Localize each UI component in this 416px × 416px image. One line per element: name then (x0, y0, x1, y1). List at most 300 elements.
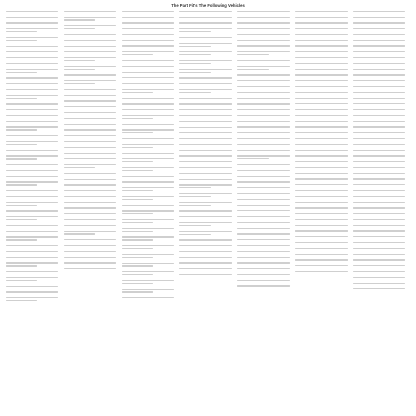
vehicle-fitment-item (295, 224, 352, 227)
vehicle-fitment-item (353, 264, 410, 267)
vehicle-fitment-item (179, 143, 236, 146)
vehicle-fitment-item (179, 262, 236, 265)
vehicle-fitment-item (6, 103, 63, 106)
vehicle-fitment-item (353, 103, 410, 106)
vehicle-fitment-item (295, 183, 352, 186)
vehicle-fitment-item (295, 172, 352, 175)
vehicle-fitment-item (64, 163, 121, 169)
vehicle-fitment-item (122, 39, 179, 42)
vehicle-fitment-item (353, 33, 410, 36)
vehicle-fitment-item (295, 103, 352, 106)
vehicle-fitment-item (122, 253, 179, 259)
vehicle-fitment-item (122, 71, 179, 74)
vehicle-fitment-item (6, 82, 63, 85)
vehicle-fitment-item (122, 22, 179, 25)
vehicle-fitment-item (122, 50, 179, 56)
vehicle-fitment-item (295, 131, 352, 134)
fitment-columns (6, 10, 410, 305)
vehicle-fitment-item (353, 50, 410, 53)
vehicle-fitment-item (237, 155, 294, 161)
vehicle-fitment-item (179, 267, 236, 270)
vehicle-fitment-item (6, 149, 63, 152)
vehicle-fitment-item (122, 175, 179, 178)
vehicle-fitment-item (353, 149, 410, 152)
vehicle-fitment-item (179, 36, 236, 39)
vehicle-fitment-item (295, 230, 352, 233)
vehicle-fitment-item (64, 267, 121, 270)
vehicle-fitment-item (295, 201, 352, 204)
vehicle-fitment-item (179, 120, 236, 123)
vehicle-fitment-item (64, 39, 121, 42)
vehicle-fitment-item (122, 16, 179, 19)
vehicle-fitment-item (179, 273, 236, 276)
vehicle-fitment-item (64, 250, 121, 253)
vehicle-fitment-item (353, 160, 410, 163)
vehicle-fitment-item (295, 166, 352, 169)
vehicle-fitment-item (237, 137, 294, 140)
vehicle-fitment-item (295, 189, 352, 192)
vehicle-fitment-item (237, 256, 294, 259)
vehicle-fitment-item (122, 59, 179, 62)
vehicle-fitment-item (237, 59, 294, 62)
vehicle-fitment-item (122, 143, 179, 149)
vehicle-fitment-item (64, 238, 121, 241)
vehicle-fitment-item (353, 22, 410, 25)
vehicle-fitment-item (64, 158, 121, 161)
vehicle-fitment-item (295, 108, 352, 111)
vehicle-fitment-item (295, 114, 352, 117)
vehicle-fitment-item (237, 227, 294, 230)
vehicle-fitment-item (122, 82, 179, 85)
vehicle-fitment-item (6, 56, 63, 59)
vehicle-fitment-item (179, 201, 236, 207)
vehicle-fitment-item (122, 186, 179, 192)
vehicle-fitment-item (6, 230, 63, 233)
vehicle-fitment-item (64, 88, 121, 91)
vehicle-fitment-item (353, 155, 410, 158)
vehicle-fitment-item (64, 65, 121, 71)
vehicle-fitment-item (353, 126, 410, 129)
vehicle-fitment-item (179, 16, 236, 19)
vehicle-fitment-item (122, 195, 179, 201)
vehicle-fitment-item (237, 143, 294, 146)
vehicle-fitment-item (64, 45, 121, 48)
fitment-column-2 (64, 10, 121, 273)
vehicle-fitment-item (295, 218, 352, 221)
vehicle-fitment-item (179, 215, 236, 218)
vehicle-fitment-item (295, 149, 352, 152)
vehicle-fitment-item (6, 236, 63, 242)
vehicle-fitment-item (237, 114, 294, 117)
vehicle-fitment-item (295, 79, 352, 82)
vehicle-fitment-item (295, 259, 352, 262)
vehicle-fitment-item (179, 149, 236, 152)
vehicle-fitment-item (179, 97, 236, 100)
vehicle-fitment-item (295, 91, 352, 94)
vehicle-fitment-item (6, 244, 63, 247)
fitment-column-3 (122, 10, 179, 302)
vehicle-fitment-item (295, 207, 352, 210)
vehicle-fitment-item (179, 184, 236, 190)
vehicle-fitment-item (64, 51, 121, 54)
vehicle-fitment-item (353, 201, 410, 204)
vehicle-fitment-item (353, 241, 410, 244)
vehicle-fitment-item (122, 10, 179, 13)
vehicle-fitment-item (179, 126, 236, 129)
vehicle-fitment-item (237, 279, 294, 282)
vehicle-fitment-item (64, 134, 121, 137)
vehicle-fitment-item (122, 262, 179, 268)
vehicle-fitment-item (237, 10, 294, 13)
vehicle-fitment-item (179, 239, 236, 242)
vehicle-fitment-item (353, 235, 410, 238)
fitment-column-4 (179, 10, 236, 279)
vehicle-fitment-item (353, 178, 410, 181)
vehicle-fitment-item (64, 79, 121, 85)
vehicle-fitment-item (353, 120, 410, 123)
vehicle-fitment-item (295, 178, 352, 181)
vehicle-fitment-item (64, 74, 121, 77)
vehicle-fitment-item (295, 97, 352, 100)
vehicle-fitment-item (237, 22, 294, 25)
vehicle-fitment-item (353, 10, 410, 13)
vehicle-fitment-item (237, 16, 294, 19)
vehicle-fitment-item (122, 166, 179, 172)
vehicle-fitment-item (64, 172, 121, 175)
vehicle-fitment-item (237, 131, 294, 134)
vehicle-fitment-item (6, 181, 63, 187)
vehicle-fitment-item (237, 27, 294, 30)
vehicle-fitment-item (6, 108, 63, 111)
vehicle-fitment-item (64, 146, 121, 149)
vehicle-fitment-item (237, 126, 294, 129)
vehicle-fitment-item (295, 264, 352, 267)
vehicle-fitment-item (64, 10, 121, 13)
vehicle-fitment-item (237, 85, 294, 88)
vehicle-fitment-item (353, 259, 410, 262)
vehicle-fitment-item (64, 256, 121, 259)
vehicle-fitment-item (295, 10, 352, 13)
vehicle-fitment-item (64, 123, 121, 126)
vehicle-fitment-item (295, 160, 352, 163)
vehicle-fitment-item (353, 282, 410, 285)
vehicle-fitment-item (179, 59, 236, 65)
vehicle-fitment-item (353, 183, 410, 186)
vehicle-fitment-item (64, 56, 121, 62)
vehicle-fitment-item (295, 247, 352, 250)
vehicle-fitment-item (353, 27, 410, 30)
vehicle-fitment-item (237, 103, 294, 106)
vehicle-fitment-item (179, 88, 236, 94)
vehicle-fitment-item (295, 212, 352, 215)
vehicle-fitment-item (295, 27, 352, 30)
vehicle-fitment-item (295, 50, 352, 53)
vehicle-fitment-item (353, 189, 410, 192)
vehicle-fitment-item (6, 77, 63, 80)
vehicle-fitment-item (64, 117, 121, 120)
vehicle-fitment-item (6, 62, 63, 65)
vehicle-fitment-item (64, 105, 121, 108)
vehicle-fitment-item (179, 166, 236, 169)
vehicle-fitment-item (6, 285, 63, 288)
fitment-column-6 (295, 10, 352, 276)
vehicle-fitment-item (237, 39, 294, 42)
vehicle-fitment-item (179, 132, 236, 135)
vehicle-fitment-item (6, 155, 63, 161)
vehicle-fitment-item (237, 74, 294, 77)
vehicle-fitment-item (295, 137, 352, 140)
vehicle-fitment-item (237, 97, 294, 100)
vehicle-fitment-item (295, 68, 352, 71)
vehicle-fitment-item (237, 79, 294, 82)
vehicle-fitment-item (64, 140, 121, 143)
vehicle-fitment-item (122, 45, 179, 48)
vehicle-fitment-item (353, 247, 410, 250)
vehicle-fitment-item (122, 103, 179, 106)
vehicle-fitment-item (179, 114, 236, 117)
vehicle-fitment-item (237, 186, 294, 189)
vehicle-fitment-item (122, 97, 179, 100)
vehicle-fitment-item (122, 152, 179, 155)
vehicle-fitment-item (353, 195, 410, 198)
vehicle-fitment-item (6, 201, 63, 207)
vehicle-fitment-item (6, 45, 63, 48)
vehicle-fitment-item (295, 126, 352, 129)
vehicle-fitment-item (179, 210, 236, 213)
vehicle-fitment-item (179, 250, 236, 253)
vehicle-fitment-item (353, 270, 410, 273)
fitment-column-5 (237, 10, 294, 290)
vehicle-fitment-item (237, 262, 294, 265)
vehicle-fitment-item (64, 212, 121, 215)
vehicle-fitment-item (237, 198, 294, 201)
vehicle-fitment-item (179, 77, 236, 80)
vehicle-fitment-item (237, 244, 294, 247)
vehicle-fitment-item (237, 204, 294, 207)
vehicle-fitment-item (122, 33, 179, 36)
vehicle-fitment-item (353, 114, 410, 117)
vehicle-fitment-item (237, 273, 294, 276)
vehicle-fitment-item (6, 175, 63, 178)
vehicle-fitment-item (179, 160, 236, 163)
vehicle-fitment-item (6, 94, 63, 100)
vehicle-fitment-item (6, 296, 63, 302)
vehicle-fitment-item (237, 285, 294, 288)
vehicle-fitment-item (122, 236, 179, 242)
vehicle-fitment-item (237, 33, 294, 36)
vehicle-fitment-item (64, 16, 121, 22)
vehicle-fitment-item (122, 77, 179, 80)
vehicle-fitment-item (179, 256, 236, 259)
vehicle-fitment-item (237, 65, 294, 71)
fitment-column-1 (6, 10, 63, 305)
vehicle-fitment-item (6, 16, 63, 19)
vehicle-fitment-item (295, 16, 352, 19)
vehicle-fitment-item (122, 27, 179, 30)
vehicle-fitment-item (6, 270, 63, 273)
vehicle-fitment-item (179, 178, 236, 181)
vehicle-fitment-item (237, 169, 294, 172)
vehicle-fitment-item (6, 27, 63, 33)
vehicle-fitment-item (295, 62, 352, 65)
vehicle-fitment-item (237, 91, 294, 94)
vehicle-fitment-item (64, 24, 121, 30)
vehicle-fitment-item (295, 155, 352, 158)
vehicle-fitment-item (122, 158, 179, 164)
vehicle-fitment-item (122, 123, 179, 126)
vehicle-fitment-item (353, 97, 410, 100)
vehicle-fitment-item (6, 189, 63, 192)
vehicle-fitment-item (179, 42, 236, 48)
vehicle-fitment-item (6, 126, 63, 132)
vehicle-fitment-item (179, 27, 236, 33)
vehicle-fitment-item (64, 152, 121, 155)
vehicle-fitment-item (6, 291, 63, 294)
vehicle-fitment-item (122, 270, 179, 276)
vehicle-fitment-item (122, 108, 179, 111)
vehicle-fitment-item (6, 250, 63, 253)
vehicle-fitment-item (353, 218, 410, 221)
vehicle-fitment-item (353, 288, 410, 291)
vehicle-fitment-item (64, 111, 121, 114)
vehicle-fitment-item (353, 68, 410, 71)
vehicle-fitment-item (6, 88, 63, 91)
vehicle-fitment-item (6, 51, 63, 54)
vehicle-fitment-item (237, 50, 294, 56)
vehicle-fitment-item (122, 181, 179, 184)
vehicle-fitment-item (122, 218, 179, 224)
vehicle-fitment-item (64, 33, 121, 36)
vehicle-fitment-item (353, 56, 410, 59)
vehicle-fitment-item (295, 45, 352, 48)
vehicle-fitment-item (6, 195, 63, 198)
vehicle-fitment-item (237, 250, 294, 253)
vehicle-fitment-item (64, 189, 121, 192)
vehicle-fitment-item (237, 267, 294, 270)
vehicle-fitment-item (6, 68, 63, 74)
vehicle-fitment-item (295, 195, 352, 198)
vehicle-fitment-item (353, 230, 410, 233)
vehicle-fitment-item (64, 195, 121, 198)
vehicle-fitment-item (64, 262, 121, 265)
vehicle-fitment-item (237, 120, 294, 123)
vehicle-fitment-item (6, 120, 63, 123)
vehicle-fitment-item (295, 120, 352, 123)
vehicle-fitment-item (64, 94, 121, 97)
vehicle-fitment-item (353, 16, 410, 19)
vehicle-fitment-item (64, 100, 121, 103)
vehicle-fitment-item (353, 62, 410, 65)
vehicle-fitment-item (122, 114, 179, 120)
vehicle-fitment-item (237, 45, 294, 48)
vehicle-fitment-item (122, 244, 179, 250)
vehicle-fitment-item (6, 163, 63, 166)
vehicle-fitment-item (353, 253, 410, 256)
vehicle-fitment-item (237, 238, 294, 241)
vehicle-fitment-item (353, 143, 410, 146)
vehicle-fitment-item (237, 221, 294, 224)
vehicle-fitment-item (179, 10, 236, 13)
vehicle-fitment-item (64, 184, 121, 187)
vehicle-fitment-item (295, 39, 352, 42)
vehicle-fitment-item (237, 210, 294, 213)
vehicle-fitment-item (6, 210, 63, 213)
vehicle-fitment-item (179, 221, 236, 227)
vehicle-fitment-item (353, 85, 410, 88)
vehicle-fitment-item (353, 108, 410, 111)
vehicle-fitment-item (237, 192, 294, 195)
vehicle-fitment-item (179, 137, 236, 140)
vehicle-fitment-item (353, 276, 410, 279)
vehicle-fitment-item (6, 276, 63, 282)
vehicle-fitment-item (6, 215, 63, 221)
vehicle-fitment-item (237, 215, 294, 218)
vehicle-fitment-item (353, 39, 410, 42)
vehicle-fitment-item (179, 192, 236, 198)
vehicle-fitment-item (295, 241, 352, 244)
vehicle-fitment-item (295, 74, 352, 77)
vehicle-fitment-item (122, 288, 179, 294)
vehicle-fitment-item (295, 33, 352, 36)
vehicle-fitment-item (179, 108, 236, 111)
vehicle-fitment-item (6, 140, 63, 146)
vehicle-fitment-item (353, 207, 410, 210)
vehicle-fitment-item (353, 224, 410, 227)
vehicle-fitment-item (122, 210, 179, 216)
vehicle-fitment-item (64, 218, 121, 221)
vehicle-fitment-item (122, 88, 179, 94)
vehicle-fitment-item (64, 129, 121, 132)
vehicle-fitment-item (353, 74, 410, 77)
vehicle-fitment-item (237, 175, 294, 178)
vehicle-fitment-item (122, 129, 179, 135)
vehicle-fitment-item (353, 137, 410, 140)
vehicle-fitment-item (6, 114, 63, 117)
vehicle-fitment-item (6, 169, 63, 172)
vehicle-fitment-item (64, 201, 121, 204)
vehicle-fitment-item (6, 256, 63, 259)
vehicle-fitment-item (179, 172, 236, 175)
vehicle-fitment-item (237, 163, 294, 166)
vehicle-fitment-item (353, 212, 410, 215)
vehicle-fitment-item (64, 178, 121, 181)
vehicle-fitment-item (6, 262, 63, 268)
vehicle-fitment-item (353, 79, 410, 82)
vehicle-fitment-item (6, 22, 63, 25)
vehicle-fitment-item (64, 224, 121, 227)
vehicle-fitment-item (122, 279, 179, 285)
vehicle-fitment-item (64, 207, 121, 210)
vehicle-fitment-item (237, 108, 294, 111)
vehicle-fitment-item (122, 296, 179, 299)
vehicle-fitment-item (6, 134, 63, 137)
vehicle-fitment-item (64, 244, 121, 247)
vehicle-fitment-item (122, 65, 179, 68)
vehicle-fitment-item (353, 172, 410, 175)
vehicle-fitment-item (237, 181, 294, 184)
vehicle-fitment-item (122, 204, 179, 207)
vehicle-fitment-item (353, 166, 410, 169)
vehicle-fitment-item (295, 22, 352, 25)
vehicle-fitment-item (237, 149, 294, 152)
vehicle-fitment-item (6, 224, 63, 227)
vehicle-fitment-item (122, 137, 179, 140)
vehicle-fitment-item (295, 235, 352, 238)
vehicle-fitment-item (179, 68, 236, 74)
vehicle-fitment-item (179, 22, 236, 25)
vehicle-fitment-item (6, 36, 63, 42)
vehicle-fitment-item (353, 45, 410, 48)
